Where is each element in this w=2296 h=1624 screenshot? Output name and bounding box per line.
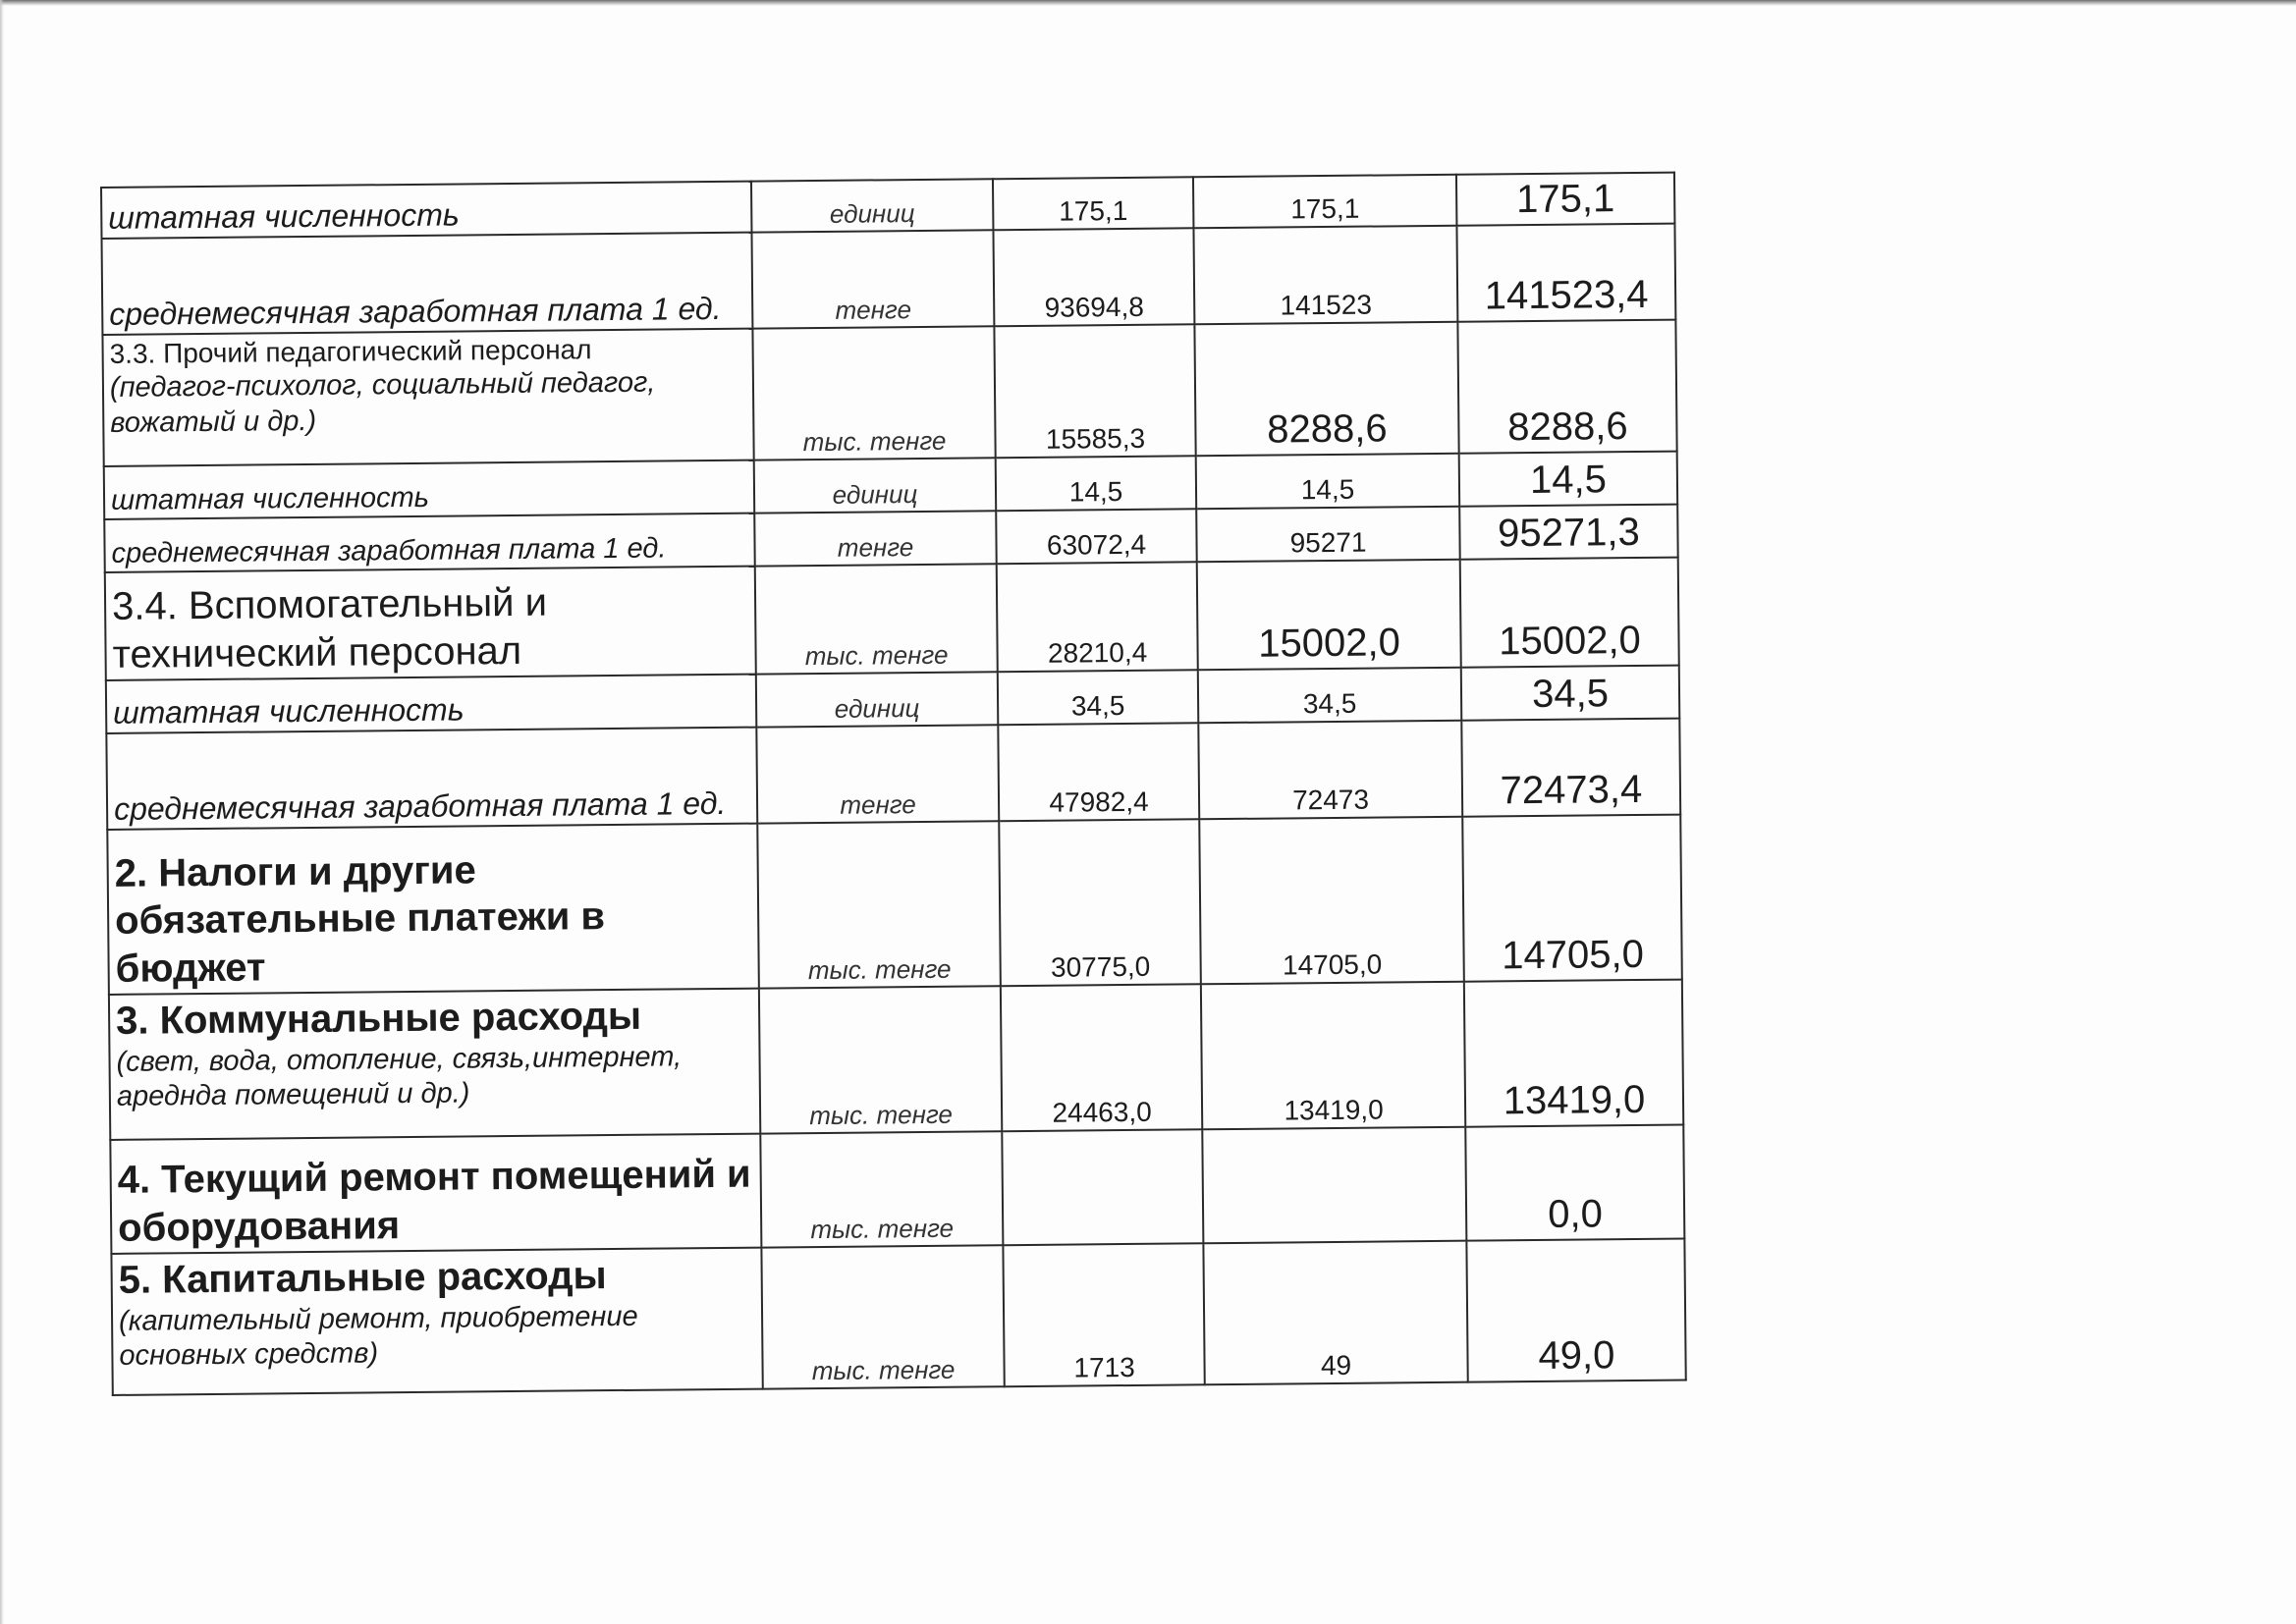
unit-cell: тыс. тенге xyxy=(760,1131,1003,1247)
value-cell-1: 24463,0 xyxy=(1001,984,1202,1131)
value-cell-3: 13419,0 xyxy=(1464,980,1683,1127)
row-label xyxy=(107,824,759,995)
row-label xyxy=(106,675,756,733)
value-cell-3: 14705,0 xyxy=(1462,815,1682,982)
unit-cell: тыс. тенге xyxy=(759,986,1002,1133)
row-label xyxy=(106,728,757,830)
table-row xyxy=(105,558,1679,680)
table-row xyxy=(102,320,1676,466)
unit-cell: тыс. тенге xyxy=(755,564,998,674)
table-row xyxy=(111,1239,1685,1395)
row-label xyxy=(110,1134,761,1254)
unit-cell: тыс. тенге xyxy=(761,1245,1004,1388)
budget-table xyxy=(100,172,1687,1396)
unit-cell: единиц xyxy=(751,179,993,232)
label-text: среднемесячная заработная плата 1 ед. xyxy=(109,290,722,332)
value-cell-3: 8288,6 xyxy=(1457,320,1676,454)
value-cell-3: 72473,4 xyxy=(1461,719,1680,817)
unit-cell: тенге xyxy=(754,511,997,566)
label-subtext: (капительный ремонт, приобретение основных средств) xyxy=(118,1300,638,1373)
label-text: среднемесячная заработная плата 1 ед. xyxy=(111,532,667,569)
label-text: среднемесячная заработная плата 1 ед. xyxy=(113,785,727,827)
row-label xyxy=(109,989,760,1140)
value-cell-1: 15585,3 xyxy=(994,324,1195,458)
value-cell-1: 14,5 xyxy=(996,456,1197,511)
value-cell-3: 14,5 xyxy=(1459,452,1678,507)
value-cell-2: 49 xyxy=(1203,1241,1467,1385)
table-row xyxy=(107,815,1682,995)
label-text: 3.3. Прочий педагогический персонал xyxy=(109,334,592,369)
value-cell-3: 175,1 xyxy=(1456,173,1674,226)
value-cell-3: 0,0 xyxy=(1465,1125,1684,1241)
value-cell-1 xyxy=(1002,1129,1203,1245)
label-text: 2. Налоги и другие обязательные платежи в бюджет xyxy=(114,847,606,992)
value-cell-1: 47982,4 xyxy=(998,723,1199,821)
value-cell-2: 8288,6 xyxy=(1194,322,1458,457)
table-row xyxy=(109,980,1683,1140)
row-label xyxy=(111,1248,762,1395)
value-cell-2: 72473 xyxy=(1198,721,1462,820)
unit-cell: единиц xyxy=(756,672,999,727)
value-cell-3: 15002,0 xyxy=(1460,558,1679,668)
scan-edge-left xyxy=(0,0,4,1624)
value-cell-1: 30775,0 xyxy=(999,819,1201,986)
row-label xyxy=(102,233,753,335)
label-text: 5. Капитальные расходы xyxy=(118,1254,607,1302)
unit-cell: тенге xyxy=(756,725,999,823)
table-row xyxy=(110,1125,1684,1254)
value-cell-2: 141523 xyxy=(1193,226,1457,325)
row-label xyxy=(104,514,754,572)
value-cell-3: 34,5 xyxy=(1461,666,1680,721)
label-subtext: (свет, вода, отопление, связь,интернет, ареднда помещений и др.) xyxy=(116,1041,683,1113)
unit-cell: тыс. тенге xyxy=(752,326,995,460)
value-cell-3: 141523,4 xyxy=(1456,224,1675,322)
value-cell-1: 28210,4 xyxy=(997,562,1198,672)
row-label xyxy=(102,329,753,466)
value-cell-3: 49,0 xyxy=(1466,1239,1685,1382)
label-text: штатная численность xyxy=(110,481,430,516)
label-text: штатная численность xyxy=(112,691,465,731)
value-cell-2: 175,1 xyxy=(1193,175,1456,229)
value-cell-2: 15002,0 xyxy=(1197,560,1461,671)
budget-sheet xyxy=(100,172,1687,1396)
row-label xyxy=(101,182,751,239)
row-label xyxy=(105,567,756,680)
label-text: 3. Коммунальные расходы xyxy=(115,994,642,1043)
label-subtext: (педагог-психолог, социальный педагог, вожатый и др.) xyxy=(109,366,656,439)
table-row xyxy=(102,224,1676,335)
value-cell-1: 175,1 xyxy=(993,177,1193,230)
value-cell-2 xyxy=(1202,1127,1466,1244)
row-label xyxy=(104,460,754,519)
value-cell-3: 95271,3 xyxy=(1459,505,1678,560)
value-cell-2: 34,5 xyxy=(1198,668,1462,724)
table-row xyxy=(106,719,1680,830)
value-cell-2: 13419,0 xyxy=(1201,982,1465,1130)
value-cell-1: 63072,4 xyxy=(996,509,1197,564)
value-cell-1: 1713 xyxy=(1003,1243,1204,1386)
label-text: 3.4. Вспомогательный и технический персонал xyxy=(111,581,548,677)
unit-cell: единиц xyxy=(754,458,997,513)
value-cell-1: 93694,8 xyxy=(993,228,1194,326)
scan-edge-top xyxy=(0,0,2296,6)
value-cell-1: 34,5 xyxy=(998,670,1199,725)
unit-cell: тенге xyxy=(751,230,994,328)
value-cell-2: 95271 xyxy=(1196,507,1460,563)
label-text: 4. Текущий ремонт помещений и оборудования xyxy=(117,1153,751,1251)
value-cell-2: 14,5 xyxy=(1196,454,1460,510)
unit-cell: тыс. тенге xyxy=(757,821,1001,988)
label-text: штатная численность xyxy=(108,196,460,236)
value-cell-2: 14705,0 xyxy=(1199,817,1464,985)
